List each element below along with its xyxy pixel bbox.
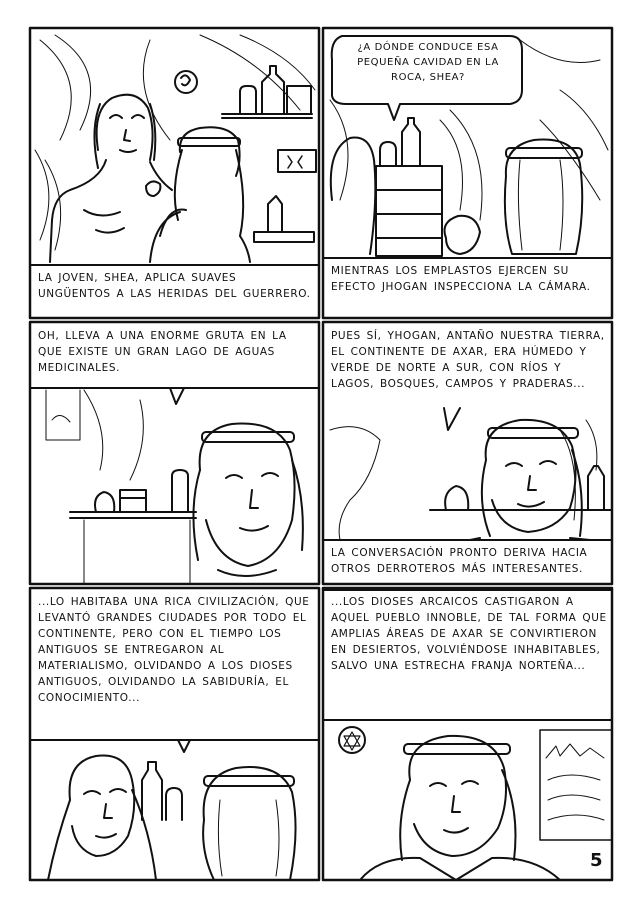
panel-2-speech-balloon: ¿A DÓNDE CONDUCE ESA PEQUEÑA CAVIDAD EN LA ROCA, SHEA? — [357, 42, 499, 83]
panel-5-art — [48, 740, 296, 880]
panel-3-speech: OH, LLEVA A UNA ENORME GRUTA EN LA QUE EXISTE UN GRAN LAGO DE AGUAS MEDICINALES. — [38, 330, 287, 374]
panel-4-caption: LA CONVERSACIÓN PRONTO DERIVA HACIA OTROS DERROTEROS MÁS INTERESANTES. — [331, 547, 588, 575]
panel-1-art — [35, 35, 316, 262]
panel-1-caption: LA JOVEN, SHEA, APLICA SUAVES UNGÜENTOS A LAS HERIDAS DEL GUERRERO. — [38, 272, 311, 300]
panel-2-caption: MIENTRAS LOS EMPLASTOS EJERCEN SU EFECTO JHOGAN INSPECCIONA LA CÁMARA. — [331, 265, 591, 293]
panel-4-speech: PUES SÍ, YHOGAN, ANTAÑO NUESTRA TIERRA, EL CONTINENTE DE AXAR, ERA HÚMEDO Y VERDE DE NORTE A SUR, CON RÍOS Y LAGOS, BOSQUES, CAMPOS Y PRADERAS... — [331, 330, 605, 390]
panel-6-art — [339, 727, 612, 880]
panel-borders — [30, 28, 612, 880]
panel-5-caption: ...LO HABITABA UNA RICA CIVILIZACIÓN, QUE LEVANTÓ GRANDES CIUDADES POR TODO EL CONTINENTE, PERO CON EL TIEMPO LOS ANTIGUOS SE ENTREGARON AL MATERIALISMO, OLVIDANDO A LOS DIOSES ANTIGUOS, OLVIDANDO LA SABIDURÍA, EL CONOCIMIENTO... — [38, 596, 310, 704]
panel-6-caption: ...LOS DIOSES ARCAICOS CASTIGARON A AQUEL PUEBLO INNOBLE, DE TAL FORMA QUE AMPLIAS ÁREAS DE AXAR SE CONVIRTIERON EN DESIERTOS, VOLVIÉNDOSE INHABITABLES, SALVO UNA ESTRECHA FRANJA NORTEÑA... — [331, 596, 607, 672]
panel-3-art — [46, 388, 303, 584]
page-number: 5 — [590, 850, 603, 871]
panel-4-art — [330, 408, 612, 540]
